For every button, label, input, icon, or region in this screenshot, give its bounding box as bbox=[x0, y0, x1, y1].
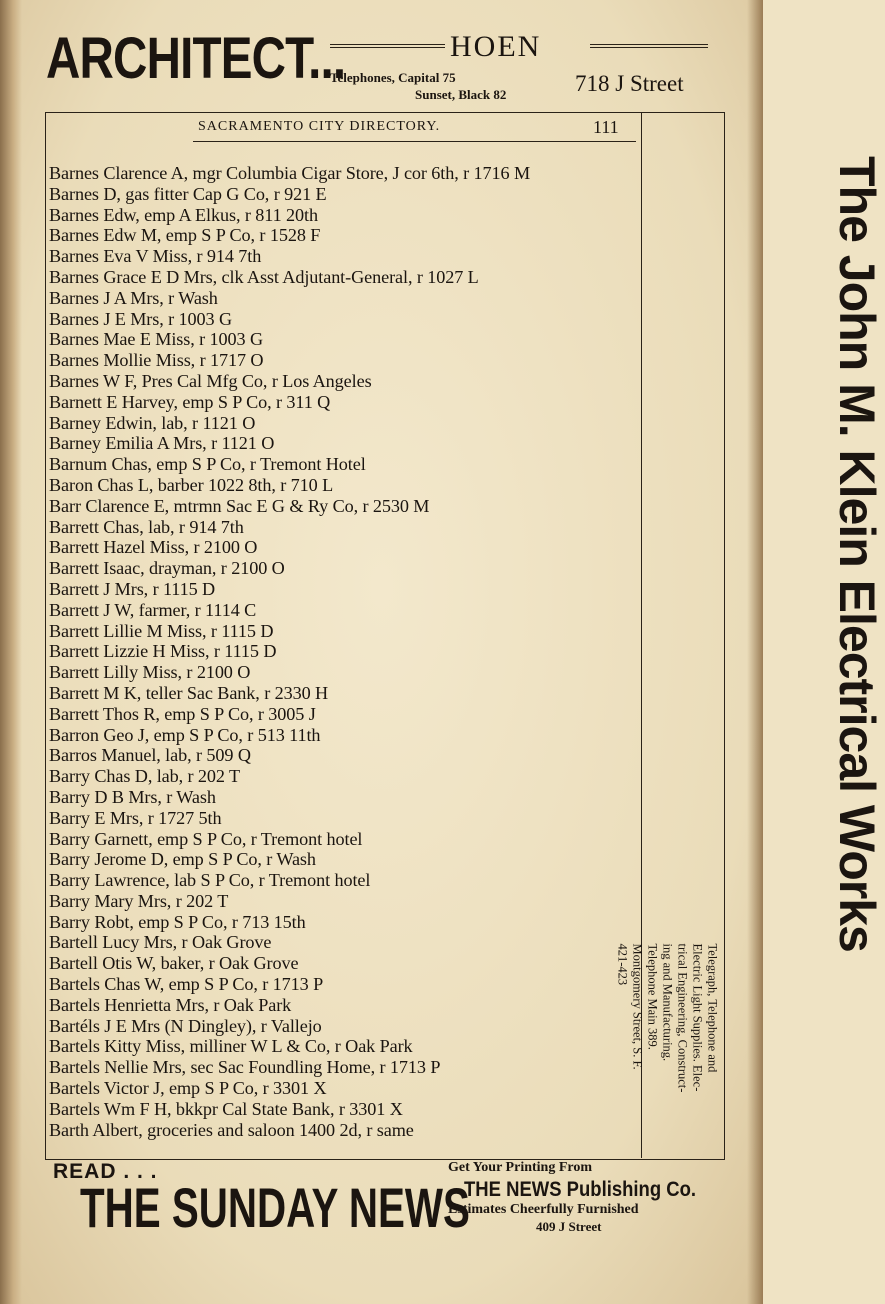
directory-entry: Bartell Lucy Mrs, r Oak Grove bbox=[49, 932, 272, 953]
directory-entry: Barnes Grace E D Mrs, clk Asst Adjutant-General, r 1027 L bbox=[49, 266, 479, 287]
directory-entry: Barry Robt, emp S P Co, r 713 15th bbox=[49, 911, 306, 932]
directory-entry: Barrett Lillie M Miss, r 1115 D bbox=[49, 620, 274, 641]
directory-entry: Barry D B Mrs, r Wash bbox=[49, 786, 216, 807]
directory-entry: Bartels Henrietta Mrs, r Oak Park bbox=[49, 994, 292, 1015]
ad-rule-left bbox=[330, 44, 445, 48]
directory-entry: Barry Garnett, emp S P Co, r Tremont hotel bbox=[49, 828, 363, 849]
architect-ad-heading: ARCHITECT... bbox=[46, 26, 346, 91]
page-number: 111 bbox=[593, 117, 619, 137]
directory-entry: Barr Clarence E, mtrmn Sac E G & Ry Co, r 2530 M bbox=[49, 495, 430, 516]
directory-entry: Barnes Mae E Miss, r 1003 G bbox=[49, 329, 264, 350]
directory-entry: Barry E Mrs, r 1727 5th bbox=[49, 807, 222, 828]
side-ad-line: Electric Light Supplies. Elec- bbox=[690, 943, 705, 1092]
directory-entry: Barnett E Harvey, emp S P Co, r 311 Q bbox=[49, 391, 331, 412]
directory-entry: Bartell Otis W, baker, r Oak Grove bbox=[49, 953, 299, 974]
directory-entry: Bartels Nellie Mrs, sec Sac Foundling Home, r 1713 P bbox=[49, 1057, 441, 1078]
printing-ad-address: 409 J Street bbox=[536, 1219, 602, 1234]
sunday-news-read-label: READ . . . bbox=[53, 1160, 158, 1183]
directory-entry: Barnes Edw M, emp S P Co, r 1528 F bbox=[49, 225, 321, 246]
directory-entry: Barnes J E Mrs, r 1003 G bbox=[49, 308, 232, 329]
architect-telephone-capital: Telephones, Capital 75 bbox=[330, 70, 456, 85]
directory-entry: Barrett Lizzie H Miss, r 1115 D bbox=[49, 641, 277, 662]
directory-entry: Barnes Edw, emp A Elkus, r 811 20th bbox=[49, 204, 318, 225]
directory-entry: Barney Emilia A Mrs, r 1121 O bbox=[49, 433, 275, 454]
directory-entries bbox=[49, 163, 639, 1140]
directory-entry: Barrett J Mrs, r 1115 D bbox=[49, 578, 216, 599]
architect-telephone-sunset: Sunset, Black 82 bbox=[415, 87, 507, 102]
directory-entry: Barrett Isaac, drayman, r 2100 O bbox=[49, 558, 285, 579]
directory-entry: Barry Lawrence, lab S P Co, r Tremont hotel bbox=[49, 870, 371, 891]
sunday-news-title: THE SUNDAY NEWS bbox=[80, 1176, 470, 1239]
directory-entry: Barnes Mollie Miss, r 1717 O bbox=[49, 350, 264, 371]
directory-entry: Barry Chas D, lab, r 202 T bbox=[49, 766, 241, 787]
directory-entry: Barrett Thos R, emp S P Co, r 3005 J bbox=[49, 703, 316, 724]
directory-entry: Barnes D, gas fitter Cap G Co, r 921 E bbox=[49, 183, 327, 204]
directory-entry: Barney Edwin, lab, r 1121 O bbox=[49, 412, 256, 433]
directory-entry: Barrett J W, farmer, r 1114 C bbox=[49, 599, 257, 620]
directory-entry: Barth Albert, groceries and saloon 1400 2d, r same bbox=[49, 1119, 414, 1140]
directory-entry: Bartels Kitty Miss, milliner W L & Co, r Oak Park bbox=[49, 1036, 413, 1057]
side-ad-line: Telegraph, Telephone and bbox=[705, 943, 720, 1073]
side-ad-line: Montgomery Street, S. F. bbox=[630, 943, 645, 1070]
printing-ad-intro: Get Your Printing From bbox=[448, 1160, 593, 1175]
directory-entry: Barnum Chas, emp S P Co, r Tremont Hotel bbox=[49, 454, 366, 475]
side-ad-line: trical Engineering, Construct- bbox=[675, 943, 690, 1093]
side-ad-line: Telephone Main 389. bbox=[645, 943, 660, 1050]
directory-entry: Barnes Clarence A, mgr Columbia Cigar Store, J cor 6th, r 1716 M bbox=[49, 163, 531, 183]
directory-entry: Barros Manuel, lab, r 509 Q bbox=[49, 745, 251, 766]
directory-entry: Barrett Hazel Miss, r 2100 O bbox=[49, 537, 258, 558]
directory-entry: Bartels Wm F H, bkkpr Cal State Bank, r 3301 X bbox=[49, 1098, 403, 1119]
architect-name: HOEN bbox=[450, 30, 542, 63]
side-ad-line: ing and Manufacturing. bbox=[660, 943, 675, 1062]
directory-entry: Barnes J A Mrs, r Wash bbox=[49, 287, 218, 308]
directory-entry: Barnes Eva V Miss, r 914 7th bbox=[49, 246, 262, 267]
directory-entry: Barry Mary Mrs, r 202 T bbox=[49, 890, 229, 911]
directory-entry: Barron Geo J, emp S P Co, r 513 11th bbox=[49, 724, 321, 745]
klein-electrical-ad-title: The John M. Klein Electrical Works bbox=[829, 156, 885, 952]
page-edge-left bbox=[0, 0, 22, 1304]
directory-entry: Bartels Victor J, emp S P Co, r 3301 X bbox=[49, 1078, 327, 1099]
page-edge-right bbox=[747, 0, 763, 1304]
printing-ad-estimates: Estimates Cheerfully Furnished bbox=[448, 1202, 639, 1217]
directory-entry: Bartéls J E Mrs (N Dingley), r Vallejo bbox=[49, 1015, 322, 1036]
directory-entry: Baron Chas L, barber 1022 8th, r 710 L bbox=[49, 474, 334, 495]
ad-rule-right bbox=[590, 44, 708, 48]
directory-entry: Barrett M K, teller Sac Bank, r 2330 H bbox=[49, 682, 329, 703]
directory-entry: Barrett Chas, lab, r 914 7th bbox=[49, 516, 244, 537]
printing-ad-publisher: THE NEWS Publishing Co. bbox=[464, 1178, 697, 1201]
directory-entry: Barnes W F, Pres Cal Mfg Co, r Los Angeles bbox=[49, 370, 372, 391]
architect-address: 718 J Street bbox=[575, 71, 684, 96]
side-ad-line: 421-423 bbox=[615, 943, 630, 986]
directory-entry: Barrett Lilly Miss, r 2100 O bbox=[49, 662, 251, 683]
directory-entry: Barry Jerome D, emp S P Co, r Wash bbox=[49, 849, 316, 870]
directory-entry: Bartels Chas W, emp S P Co, r 1713 P bbox=[49, 974, 324, 995]
running-header: SACRAMENTO CITY DIRECTORY. bbox=[198, 119, 441, 134]
header-rule bbox=[193, 141, 636, 142]
